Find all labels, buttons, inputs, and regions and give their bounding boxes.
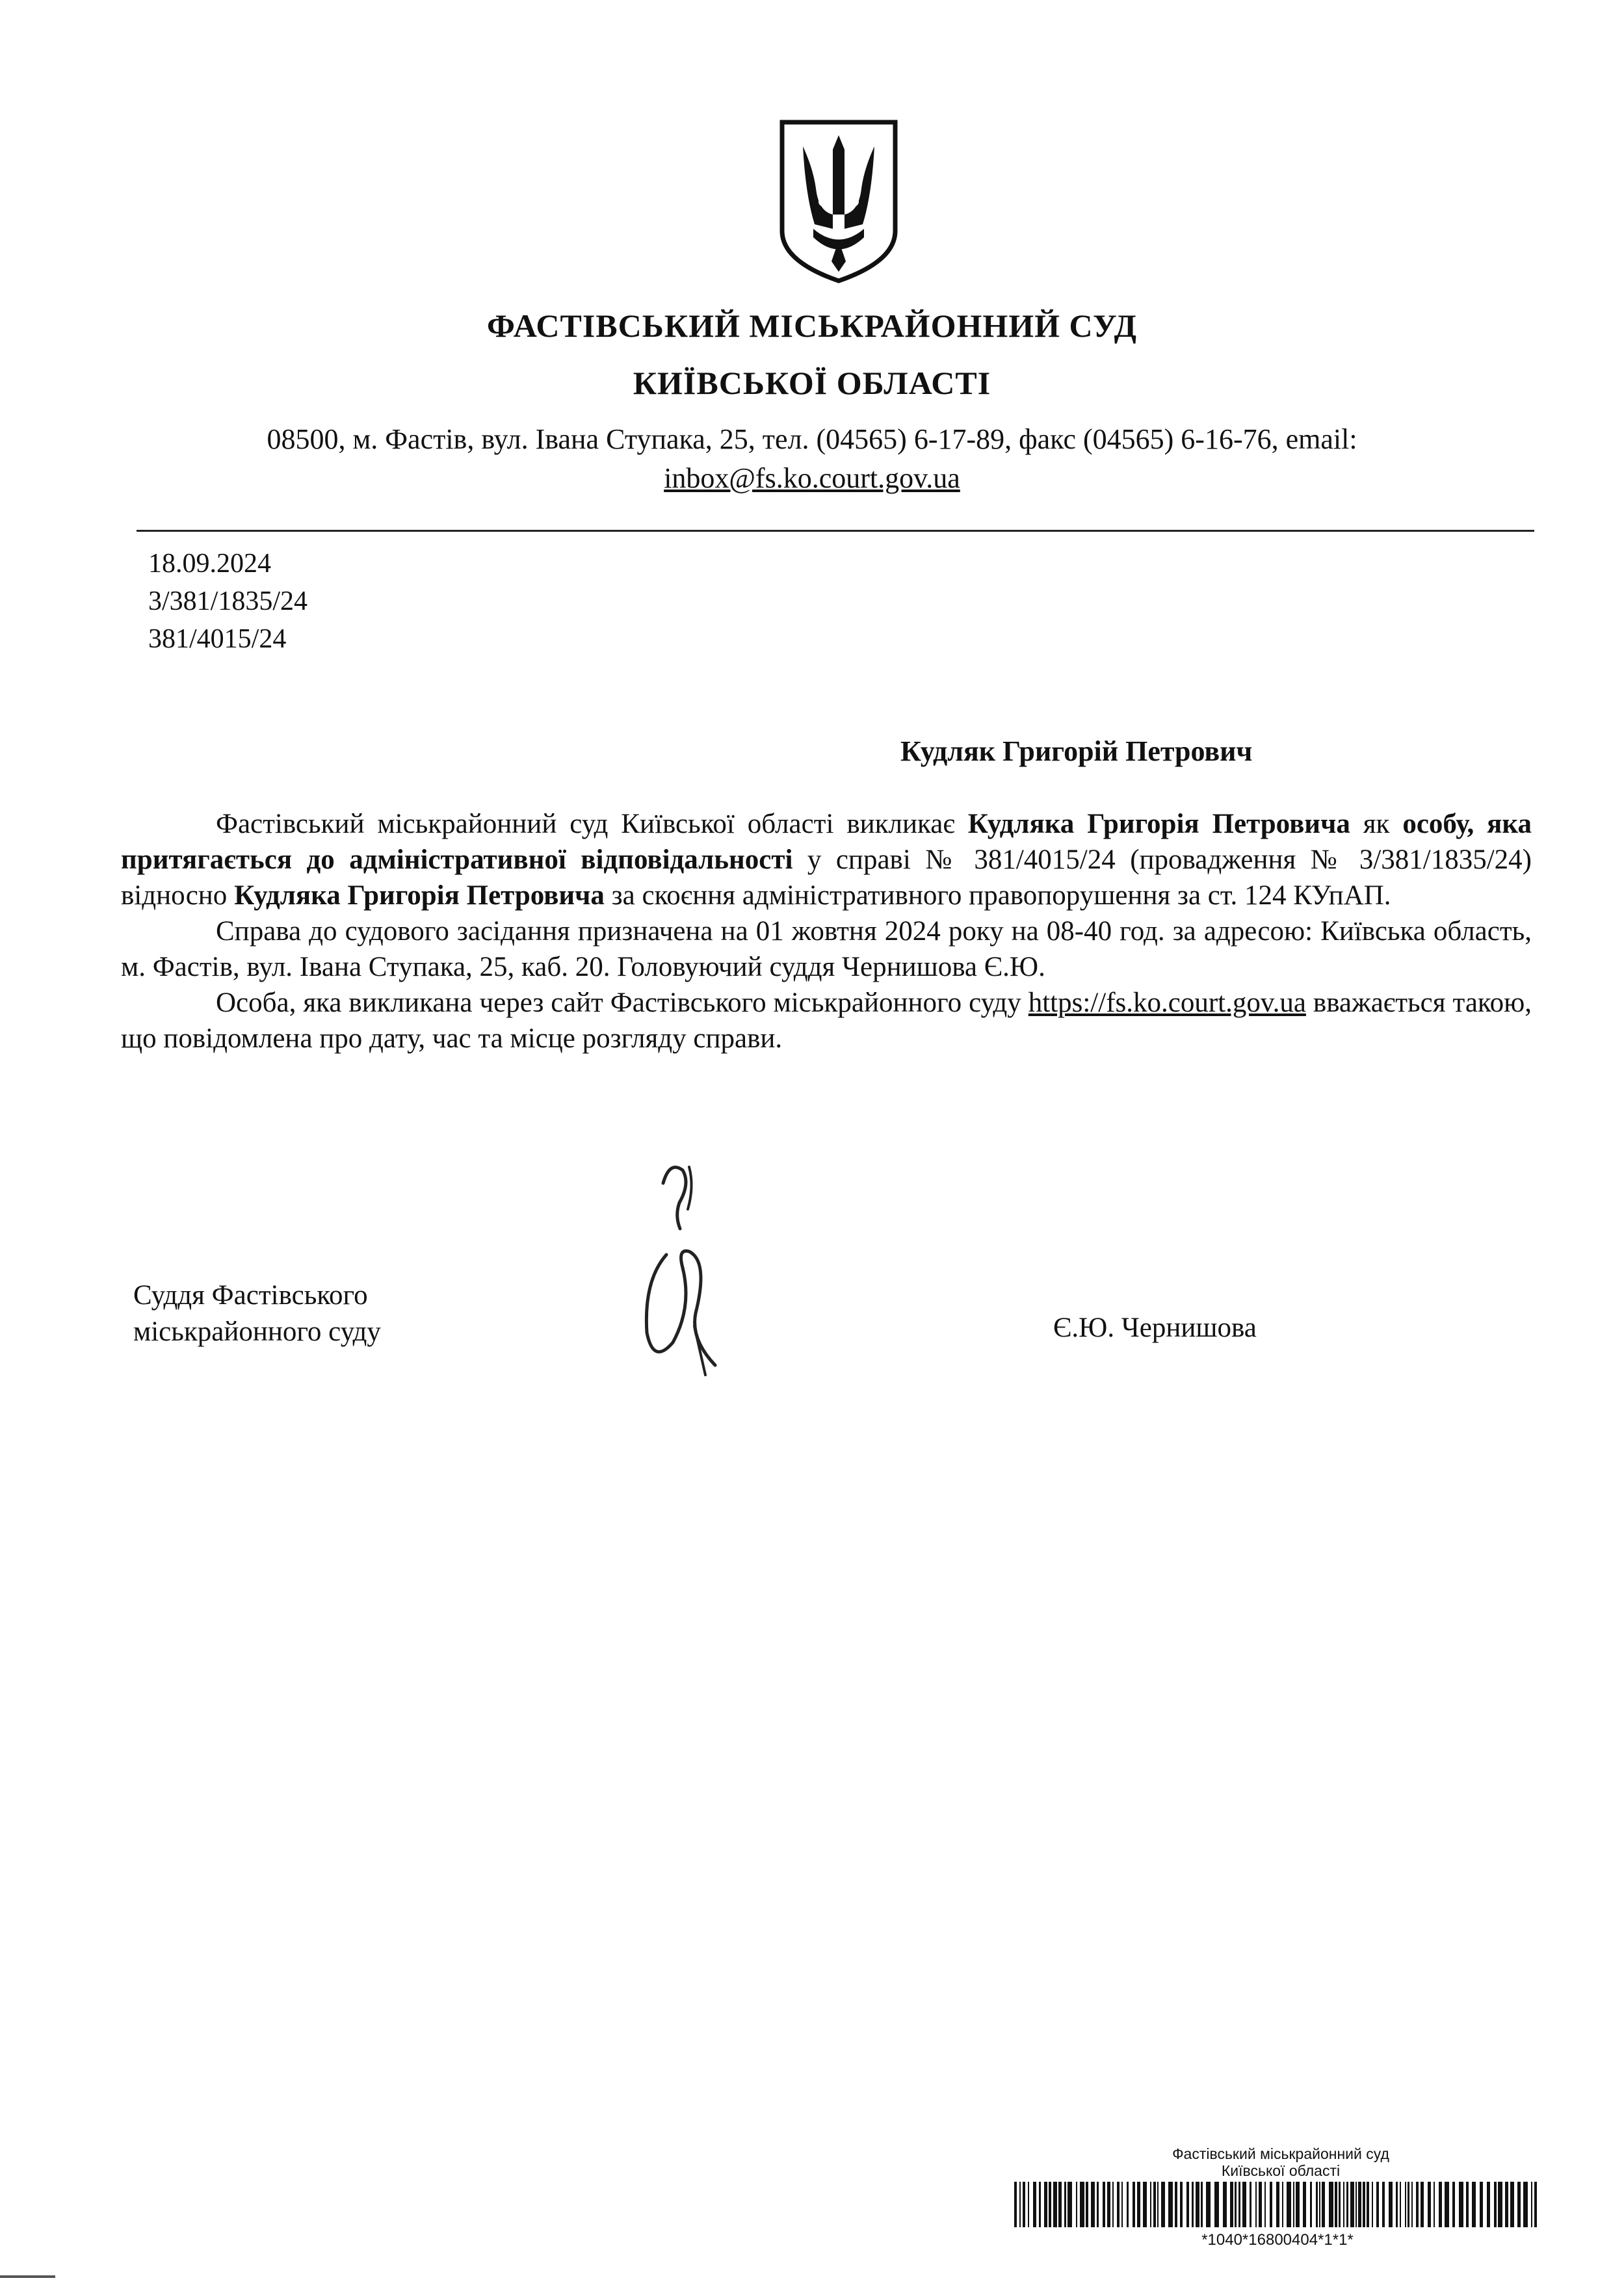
stamp-court-line2: Київської області <box>1221 2162 1341 2179</box>
proceeding-number: 3/381/1835/24 <box>148 586 308 616</box>
court-address: 08500, м. Фастів, вул. Івана Ступака, 25, тел. (04565) 6-17-89, факс (04565) 6-16-76, email: <box>267 423 1357 455</box>
stamp-court-line1: Фастівський міськрайонний суд <box>1172 2145 1389 2162</box>
summons-paragraph-2: Справа до судового засідання призначена на 01 жовтня 2024 року на 08-40 год. за адресою: Київська область, м. Фастів, вул. Івана Ступака, 25, каб. 20. Головуючий суддя Чернишова Є.Ю. <box>121 916 1532 982</box>
addressee-name: Кудляк Григорій Петрович <box>900 735 1253 767</box>
summons-paragraph-3: Особа, яка викликана через сайт Фастівського міськрайонного суду https://fs.ko.court.gov.ua вважається такою, що повідомлена про дату, час та місце розгляду справи. <box>121 988 1532 1054</box>
header-divider <box>137 530 1534 532</box>
summons-paragraph-1: Фастівський міськрайонний суд Київської області викликає Кудляка Григорія Петровича як особу, яка притягається до адміністративної відповідальності у справі № 381/4015/24 (провадження № 3/381/1835/24) відносно Кудляка Григорія Петровича за скоєння адміністративного правопорушення за ст. 124 КУпАП. <box>121 809 1532 911</box>
document-date: 18.09.2024 <box>148 549 271 579</box>
judge-name: Є.Ю. Чернишова <box>1053 1313 1257 1343</box>
court-website-link[interactable]: https://fs.ko.court.gov.ua <box>1028 988 1306 1018</box>
court-name-line2: КИЇВСЬКОЇ ОБЛАСТІ <box>633 365 991 401</box>
case-number: 381/4015/24 <box>148 624 287 654</box>
summons-body <box>121 806 1532 1056</box>
court-email-link[interactable]: inbox@fs.ko.court.gov.ua <box>664 462 960 494</box>
scan-edge-mark <box>0 2275 55 2278</box>
handwritten-signature <box>618 1157 748 1378</box>
barcode-icon <box>1014 2182 1541 2227</box>
barcode-number: *1040*16800404*1*1* <box>1201 2231 1354 2249</box>
court-name-line1: ФАСТІВСЬКИЙ МІСЬКРАЙОННИЙ СУД <box>486 307 1138 344</box>
coat-of-arms-icon <box>777 117 900 286</box>
judge-title: Суддя Фастівського міськрайонного суду <box>133 1280 381 1347</box>
